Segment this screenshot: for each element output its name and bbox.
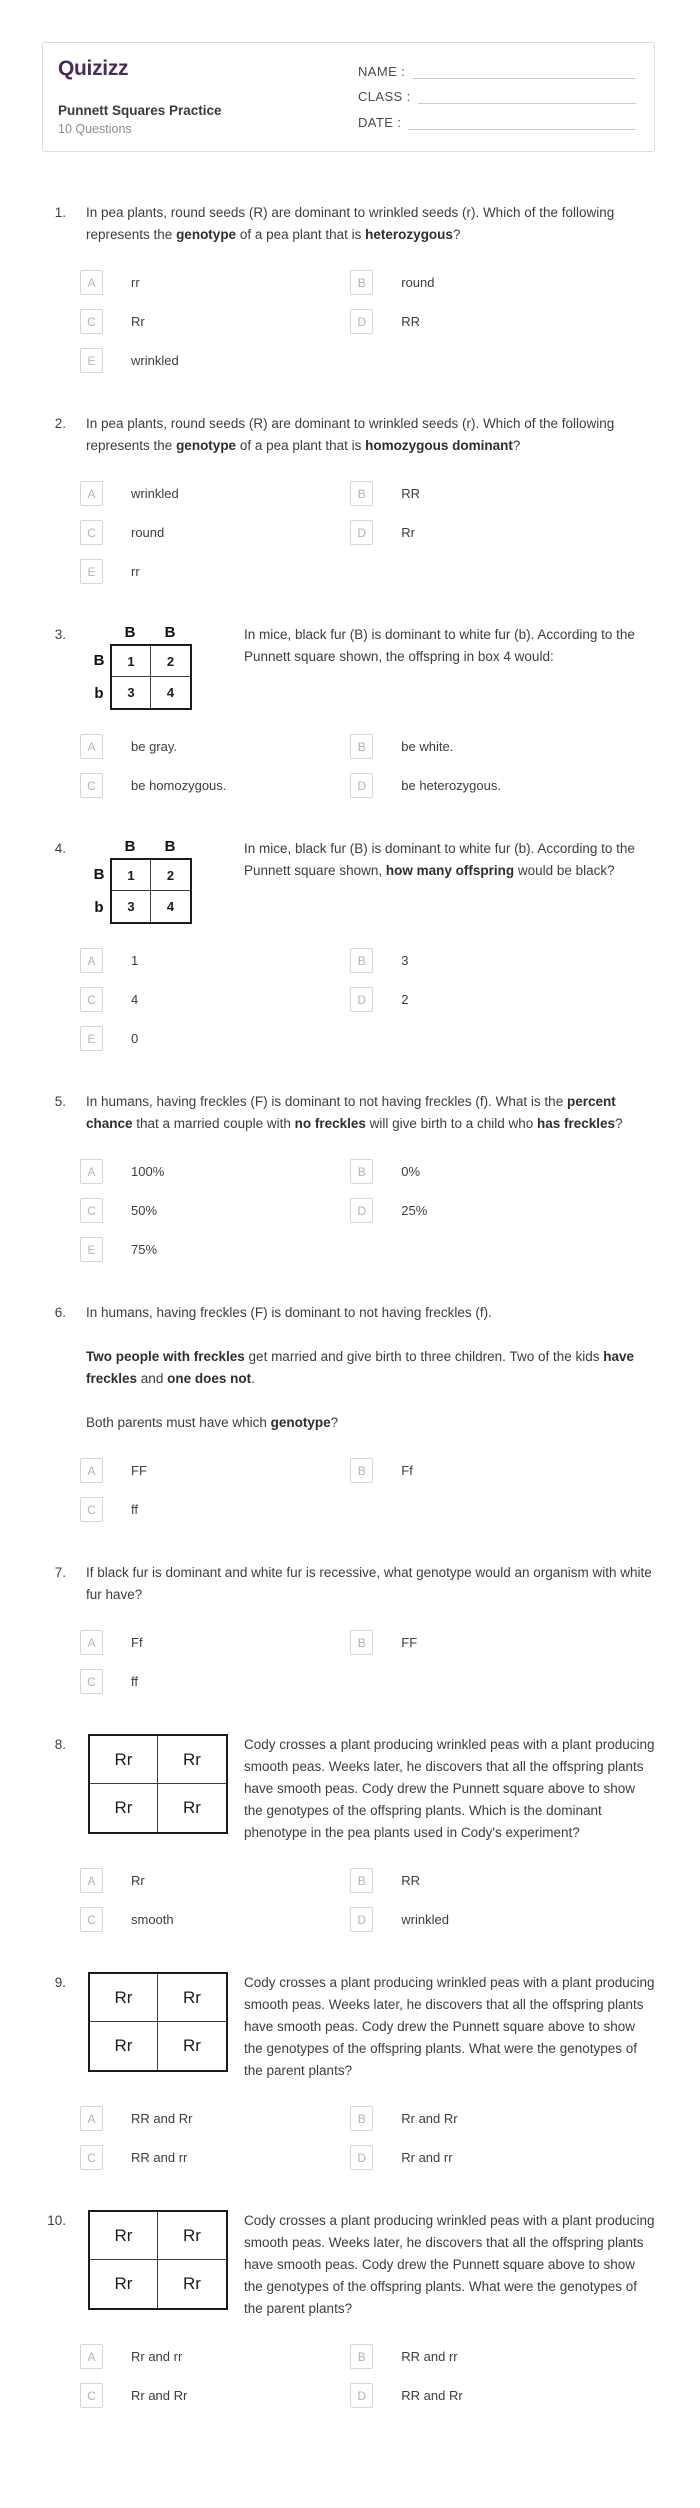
option-label: rr [131, 274, 140, 290]
text-segment: heterozygous [365, 227, 453, 242]
option-label: 100% [131, 1163, 165, 1179]
name-label: NAME : [358, 63, 406, 79]
text-segment: get married and give birth to three children. Two of the kids [244, 1349, 604, 1364]
punnett-cell: Rr [90, 1736, 158, 1784]
option-label: be heterozygous. [401, 777, 501, 793]
q5-option-a [80, 1159, 350, 1184]
punnett-cell: 3 [112, 891, 151, 922]
option-label: FF [131, 1462, 147, 1478]
answer-options [80, 1159, 655, 1262]
question-9 [42, 1972, 655, 2170]
option-letter-box[interactable]: A [80, 1630, 103, 1655]
option-letter-box[interactable]: A [80, 270, 103, 295]
question-10 [42, 2210, 655, 2408]
q10-option-b [350, 2344, 655, 2369]
text-segment: of a pea plant that is [236, 438, 366, 453]
option-letter-box[interactable]: C [80, 773, 103, 798]
text-segment: ? [512, 438, 521, 453]
option-label: 1 [131, 952, 139, 968]
punnett-row-label: B [93, 866, 105, 883]
question-text [244, 2210, 655, 2320]
option-letter-box[interactable]: A [80, 1159, 103, 1184]
text-segment: . [251, 1371, 255, 1386]
answer-options [80, 270, 655, 373]
q2-option-d [350, 520, 655, 545]
q4-option-c [80, 987, 350, 1012]
question-number: 3. [54, 627, 66, 642]
q4-option-e [80, 1026, 350, 1051]
punnett-cell: 3 [112, 677, 151, 708]
question-text [86, 202, 655, 246]
question-number: 7. [54, 1565, 66, 1580]
text-segment: genotype [176, 227, 237, 242]
question-text [86, 1302, 655, 1324]
q2-option-c [80, 520, 350, 545]
option-letter-box[interactable]: E [80, 559, 103, 584]
question-number: 9. [54, 1975, 66, 1990]
option-letter-box[interactable]: B [350, 1868, 373, 1893]
option-letter-box[interactable]: D [350, 1907, 373, 1932]
date-field [358, 111, 636, 130]
answer-options [80, 1458, 655, 1522]
q3-option-c [80, 773, 350, 798]
text-segment: In pea plants, round seeds (R) are dominant to wrinkled seeds (r). Which of the following represents the [86, 205, 615, 242]
option-letter-box[interactable]: C [80, 2145, 103, 2170]
question-number: 5. [54, 1094, 66, 1109]
text-segment: will give birth to a child who [365, 1116, 537, 1131]
q5-option-b [350, 1159, 655, 1184]
quizizz-logo: Quizizz [58, 57, 129, 80]
option-label: 3 [401, 952, 409, 968]
class-label: CLASS : [358, 89, 411, 105]
text-segment: and [137, 1371, 168, 1386]
option-letter-box[interactable]: C [80, 1497, 103, 1522]
question-text [86, 1562, 655, 1606]
q1-option-e [80, 348, 350, 373]
text-segment: of a pea plant that is [236, 227, 366, 242]
option-letter-box[interactable]: E [80, 1026, 103, 1051]
option-label: 0% [401, 1163, 421, 1179]
punnett-square [88, 838, 244, 924]
text-segment: homozygous dominant [365, 438, 513, 453]
punnett-col-label: B [164, 838, 176, 855]
option-label: RR [401, 1872, 421, 1888]
option-letter-box[interactable]: D [350, 2145, 373, 2170]
worksheet-title: Punnett Squares Practice [58, 103, 222, 118]
option-label: Rr and Rr [131, 2387, 188, 2403]
q7-option-c [80, 1669, 350, 1694]
option-letter-box[interactable]: D [350, 1198, 373, 1223]
text-segment: Cody crosses a plant producing wrinkled peas with a plant producing smooth peas. Weeks later, he discovers that all the offspring plants have smooth peas. Cody drew the Punnett square above to show the genotypes of the offspring plants. What were the genotypes of the parent plants? [244, 1975, 655, 2078]
punnett-row-label: b [94, 685, 104, 702]
answer-options [80, 2106, 655, 2170]
text-segment: If black fur is dominant and white fur is recessive, what genotype would an organism with white fur have? [86, 1565, 652, 1602]
text-segment: In mice, black fur (B) is dominant to white fur (b). According to the Punnett square shown, the offspring in box 4 would: [244, 627, 635, 664]
punnett-cell: Rr [158, 1736, 226, 1784]
option-letter-box[interactable]: B [350, 481, 373, 506]
q3-option-b [350, 734, 655, 759]
name-field [358, 60, 636, 79]
question-7 [42, 1562, 655, 1694]
q8-option-b [350, 1868, 655, 1893]
option-label: 75% [131, 1241, 158, 1257]
punnett-square [88, 624, 244, 710]
question-list [42, 202, 655, 2408]
question-image [86, 624, 244, 710]
option-label: RR and rr [401, 2348, 458, 2364]
q1-option-b [350, 270, 655, 295]
question-text [244, 1734, 655, 1844]
question-image [86, 1734, 244, 1844]
option-letter-box[interactable]: A [80, 734, 103, 759]
q5-option-e [80, 1237, 350, 1262]
option-letter-box[interactable]: C [80, 987, 103, 1012]
option-label: be white. [401, 738, 454, 754]
q2-option-a [80, 481, 350, 506]
punnett-cell: Rr [183, 2274, 201, 2293]
option-label: FF [401, 1634, 418, 1650]
punnett-cell: Rr [158, 1974, 226, 2022]
class-field [358, 86, 636, 105]
punnett-cell: 1 [112, 860, 151, 891]
text-segment: Cody crosses a plant producing wrinkled peas with a plant producing smooth peas. Weeks later, he discovers that all the offspring plants have smooth peas. Cody drew the Punnett square above to show the genotypes of the offspring plants. What were the genotypes of the parent plants? [244, 2213, 655, 2316]
text-segment: has freckles [537, 1116, 616, 1131]
question-number: 4. [54, 841, 66, 856]
option-label: be homozygous. [131, 777, 227, 793]
question-text [86, 413, 655, 457]
punnett-col-label: B [124, 838, 136, 855]
q9-option-c [80, 2145, 350, 2170]
question-3 [42, 624, 655, 798]
text-segment: that a married couple with [132, 1116, 295, 1131]
option-label: 25% [401, 1202, 428, 1218]
question-text [86, 1346, 655, 1390]
question-text [86, 1412, 655, 1434]
question-text [244, 838, 655, 882]
q6-option-c [80, 1497, 350, 1522]
name-line [412, 61, 636, 79]
option-label: RR and rr [131, 2149, 188, 2165]
option-letter-box[interactable]: B [350, 948, 373, 973]
text-segment: how many offspring [385, 863, 515, 878]
answer-options [80, 734, 655, 798]
option-letter-box[interactable]: A [80, 1458, 103, 1483]
question-number: 2. [54, 416, 66, 431]
option-letter-box[interactable]: C [80, 2383, 103, 2408]
option-letter-box[interactable]: D [350, 309, 373, 334]
question-4 [42, 838, 655, 1051]
text-segment: Cody crosses a plant producing wrinkled peas with a plant producing smooth peas. Weeks later, he discovers that all the offspring plants have smooth peas. Cody drew the Punnett square above to show the genotypes of the offspring plants. Which is the dominant phenotype in the pea plants used in Cody's experiment? [244, 1737, 655, 1840]
worksheet-header [42, 42, 655, 152]
option-letter-box[interactable]: D [350, 2383, 373, 2408]
option-letter-box[interactable]: E [80, 348, 103, 373]
option-letter-box[interactable]: A [80, 481, 103, 506]
option-label: Rr [131, 313, 145, 329]
class-line [418, 86, 636, 104]
q1-option-c [80, 309, 350, 334]
option-letter-box[interactable]: C [80, 309, 103, 334]
option-label: Rr [131, 1872, 145, 1888]
option-letter-box[interactable]: B [350, 1159, 373, 1184]
punnett-square [88, 1734, 244, 1834]
question-number: 8. [54, 1737, 66, 1752]
question-image [86, 2210, 244, 2320]
question-image [86, 1972, 244, 2082]
q9-option-b [350, 2106, 655, 2131]
punnett-cell: Rr [90, 2212, 158, 2260]
answer-options [80, 1868, 655, 1932]
option-label: Ff [401, 1462, 413, 1478]
date-label: DATE : [358, 115, 402, 131]
question-number: 1. [54, 205, 66, 220]
text-segment: genotype [270, 1415, 331, 1430]
question-2 [42, 413, 655, 584]
q6-option-b [350, 1458, 655, 1483]
text-segment: ? [615, 1116, 623, 1131]
student-info-fields [358, 57, 636, 137]
option-label: 2 [401, 991, 409, 1007]
punnett-cell: Rr [90, 1974, 158, 2022]
punnett-cell: Rr [90, 1784, 158, 1832]
punnett-col-label: B [164, 624, 176, 641]
punnett-cell: 2 [151, 860, 190, 891]
q3-option-d [350, 773, 655, 798]
q1-option-a [80, 270, 350, 295]
option-letter-box[interactable]: D [350, 773, 373, 798]
option-letter-box[interactable]: D [350, 987, 373, 1012]
option-letter-box[interactable]: B [350, 270, 373, 295]
q3-option-a [80, 734, 350, 759]
option-letter-box[interactable]: A [80, 2344, 103, 2369]
text-segment: have freckles [86, 1349, 635, 1386]
q9-option-d [350, 2145, 655, 2170]
question-count: 10 Questions [58, 122, 132, 136]
question-image [86, 838, 244, 924]
punnett-cell: Rr [183, 1798, 201, 1817]
text-segment: ? [330, 1415, 339, 1430]
option-label: Rr [401, 524, 415, 540]
q8-option-c [80, 1907, 350, 1932]
option-label: rr [131, 563, 140, 579]
question-number: 6. [54, 1305, 66, 1320]
option-label: Rr and Rr [401, 2110, 458, 2126]
punnett-cell: Rr [90, 2260, 158, 2308]
option-letter-box[interactable]: B [350, 734, 373, 759]
option-label: Rr and rr [401, 2149, 453, 2165]
answer-options [80, 481, 655, 584]
text-segment: one does not [167, 1371, 252, 1386]
punnett-cell: Rr [90, 2022, 158, 2070]
question-text [244, 624, 655, 668]
punnett-cell: 4 [166, 899, 175, 914]
q10-option-a [80, 2344, 350, 2369]
question-number: 10. [47, 2213, 66, 2228]
text-segment: In pea plants, round seeds (R) are dominant to wrinkled seeds (r). Which of the following represents the [86, 416, 615, 453]
option-label: round [131, 524, 165, 540]
option-label: wrinkled [401, 1911, 449, 1927]
option-label: 0 [131, 1030, 139, 1046]
q9-option-a [80, 2106, 350, 2131]
q2-option-b [350, 481, 655, 506]
q10-option-c [80, 2383, 350, 2408]
option-letter-box[interactable]: C [80, 1669, 103, 1694]
option-label: be gray. [131, 738, 178, 754]
text-segment: In humans, having freckles (F) is dominant to not having freckles (f). [86, 1305, 492, 1320]
option-letter-box[interactable]: D [350, 520, 373, 545]
date-line [408, 112, 636, 130]
question-6 [42, 1302, 655, 1522]
option-label: smooth [131, 1911, 174, 1927]
option-letter-box[interactable]: C [80, 1198, 103, 1223]
option-letter-box[interactable]: B [350, 1630, 373, 1655]
punnett-cell: Rr [183, 2036, 201, 2055]
text-segment: percent chance [86, 1094, 616, 1131]
punnett-square [88, 1972, 244, 2072]
q1-option-d [350, 309, 655, 334]
option-label: wrinkled [131, 352, 179, 368]
punnett-col-label: B [124, 624, 136, 641]
option-label: Rr and rr [131, 2348, 183, 2364]
text-segment: In mice, black fur (B) is dominant to white fur (b). According to the Punnett square shown, [244, 841, 635, 878]
option-label: wrinkled [131, 485, 179, 501]
option-letter-box[interactable]: A [80, 1868, 103, 1893]
question-8 [42, 1734, 655, 1932]
text-segment: Two people with freckles [86, 1349, 245, 1364]
option-letter-box[interactable]: A [80, 948, 103, 973]
punnett-cell: 4 [166, 685, 175, 700]
q5-option-d [350, 1198, 655, 1223]
option-label: 4 [131, 991, 139, 1007]
text-segment: Both parents must have which [86, 1415, 271, 1430]
punnett-cell: 2 [151, 646, 190, 677]
q7-option-b [350, 1630, 655, 1655]
question-text [86, 1091, 655, 1135]
option-letter-box[interactable]: E [80, 1237, 103, 1262]
option-label: RR [401, 313, 421, 329]
punnett-square [88, 2210, 244, 2310]
punnett-row-label: B [93, 652, 105, 669]
option-label: RR [401, 485, 421, 501]
option-label: ff [131, 1673, 138, 1689]
q8-option-a [80, 1868, 350, 1893]
q6-option-a [80, 1458, 350, 1483]
q4-option-d [350, 987, 655, 1012]
question-text [244, 1972, 655, 2082]
option-label: ff [131, 1501, 138, 1517]
option-label: Ff [131, 1634, 143, 1650]
option-letter-box[interactable]: B [350, 2106, 373, 2131]
text-segment: ? [452, 227, 461, 242]
option-label: 50% [131, 1202, 158, 1218]
option-letter-box[interactable]: B [350, 1458, 373, 1483]
option-letter-box[interactable]: A [80, 2106, 103, 2131]
q10-option-d [350, 2383, 655, 2408]
q5-option-c [80, 1198, 350, 1223]
option-letter-box[interactable]: B [350, 2344, 373, 2369]
option-letter-box[interactable]: C [80, 1907, 103, 1932]
text-segment: genotype [176, 438, 237, 453]
option-letter-box[interactable]: C [80, 520, 103, 545]
question-5 [42, 1091, 655, 1262]
q7-option-a [80, 1630, 350, 1655]
q8-option-d [350, 1907, 655, 1932]
question-1 [42, 202, 655, 373]
punnett-cell: 1 [112, 646, 151, 677]
option-label: RR and Rr [131, 2110, 193, 2126]
punnett-row-label: b [94, 899, 104, 916]
text-segment: would be black? [514, 863, 615, 878]
q4-option-a [80, 948, 350, 973]
q2-option-e [80, 559, 350, 584]
option-label: RR and Rr [401, 2387, 463, 2403]
text-segment: In humans, having freckles (F) is dominant to not having freckles (f). What is the [86, 1094, 567, 1109]
answer-options [80, 2344, 655, 2408]
answer-options [80, 1630, 655, 1694]
option-label: round [401, 274, 435, 290]
punnett-cell: Rr [158, 2212, 226, 2260]
answer-options [80, 948, 655, 1051]
text-segment: no freckles [294, 1116, 366, 1131]
q4-option-b [350, 948, 655, 973]
